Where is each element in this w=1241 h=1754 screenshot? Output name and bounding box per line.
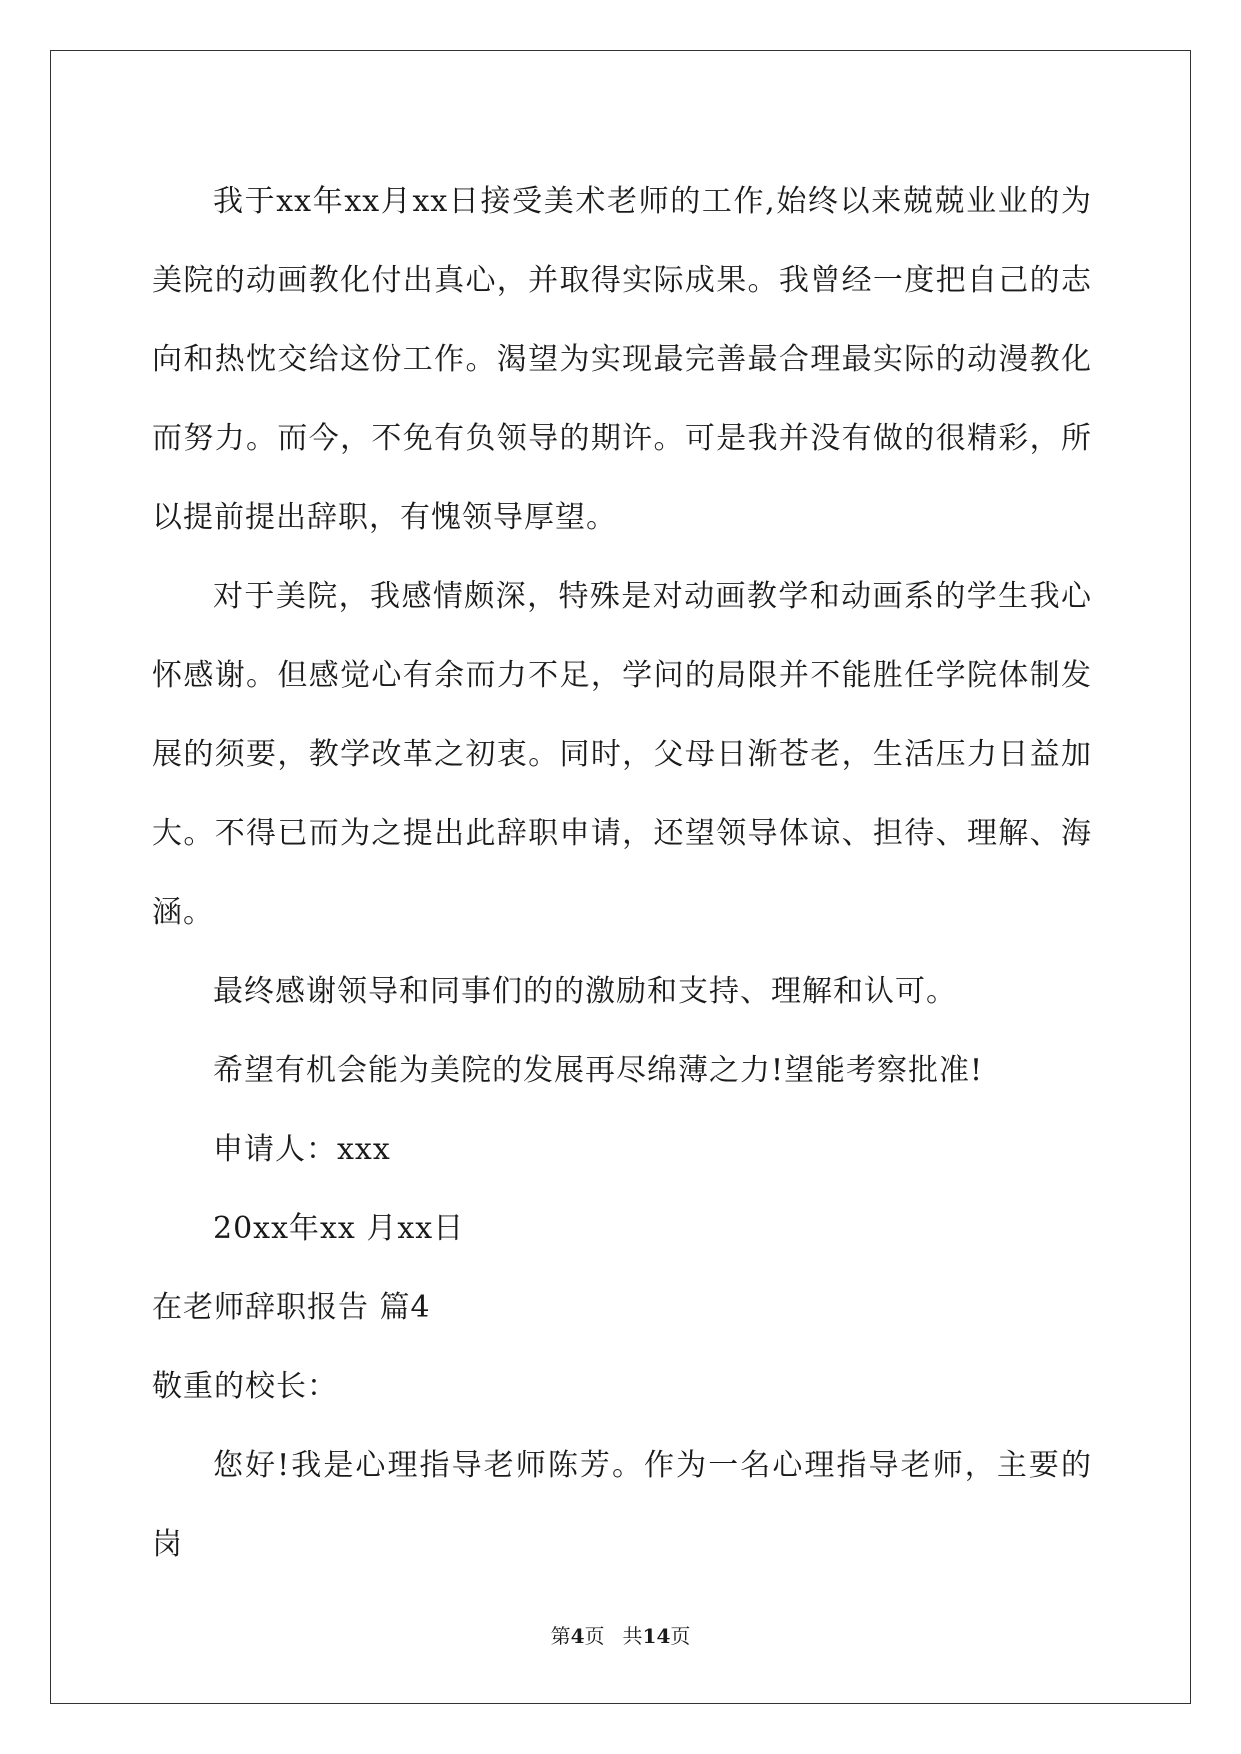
paragraph-next-letter: 您好!我是心理指导老师陈芳。作为一名心理指导老师，主要的岗	[152, 1448, 1092, 1562]
footer-total-pages: 14	[642, 1624, 671, 1648]
paragraph-reasons: 对于美院，我感情颇深，特殊是对动画教学和动画系的学生我心怀感谢。但感觉心有余而力不足，学问的局限并不能胜任学院体制发展的须要，教学改革之初衷。同时，父母日渐苍老，生活压力日益加大。不得已而为之提出此辞职申请，还望领导体谅、担待、理解、海涵。	[152, 579, 1092, 930]
document-body	[152, 162, 1092, 1584]
paragraph-hope: 希望有机会能为美院的发展再尽绵薄之力!望能考察批准!	[213, 1053, 984, 1088]
section-title: 在老师辞职报告 篇4	[152, 1290, 431, 1325]
applicant-line: 申请人：xxx	[213, 1132, 391, 1167]
footer-total-suffix: 页	[670, 1624, 691, 1648]
page-footer	[0, 1620, 1241, 1649]
footer-page-suffix: 页	[584, 1624, 605, 1648]
footer-total-prefix: 共	[622, 1624, 643, 1648]
paragraph-resignation-intro: 我于xx年xx月xx日接受美术老师的工作,始终以来兢兢业业的为美院的动画教化付出真心，并取得实际成果。我曾经一度把自己的志向和热忱交给这份工作。渴望为实现最完善最合理最实际的动漫教化而努力。而今，不免有负领导的期许。可是我并没有做的很精彩，所以提前提出辞职，有愧领导厚望。	[152, 184, 1092, 535]
footer-prefix: 第	[550, 1624, 571, 1648]
paragraph-thanks: 最终感谢领导和同事们的的激励和支持、理解和认可。	[213, 974, 957, 1009]
salutation: 敬重的校长：	[152, 1369, 338, 1404]
date-line: 20xx年xx 月xx日	[213, 1211, 465, 1246]
footer-current-page: 4	[570, 1624, 585, 1648]
